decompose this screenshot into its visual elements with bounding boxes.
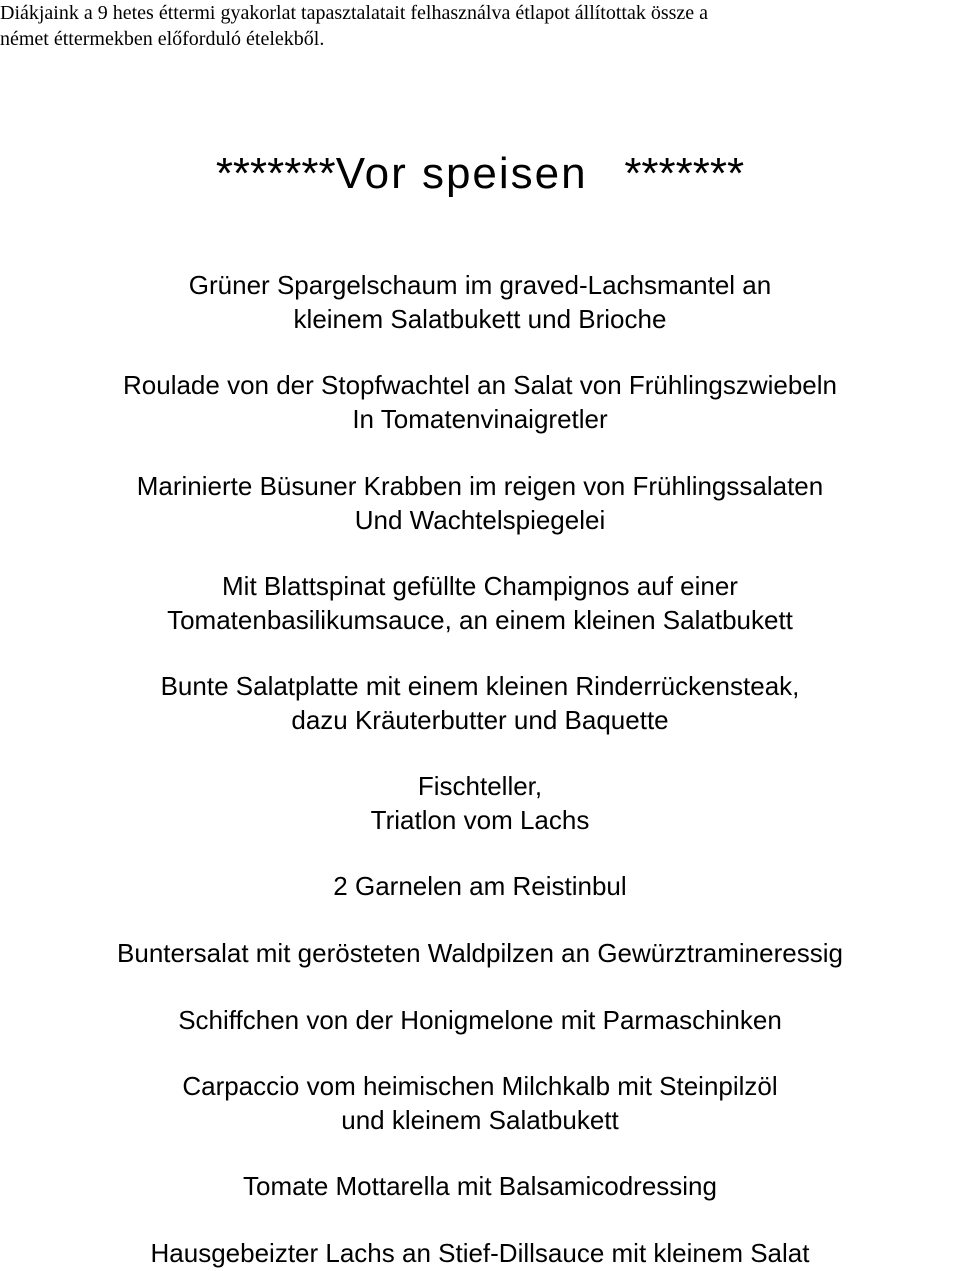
- intro-line-2: német éttermekben előforduló ételekből.: [0, 28, 325, 50]
- menu-item: [0, 1169, 960, 1203]
- menu-item-line: Tomatenbasilikumsauce, an einem kleinen Salatbukett: [167, 605, 793, 635]
- menu-item-line: Roulade von der Stopfwachtel an Salat von Frühlingszwiebeln: [123, 370, 837, 400]
- heading-stars-left: *******: [215, 149, 336, 198]
- menu-item: [0, 1003, 960, 1037]
- menu-item: [0, 569, 960, 637]
- menu-item-line: Buntersalat mit gerösteten Waldpilzen an Gewürztramineressig: [117, 938, 843, 968]
- menu-item-line: Schiffchen von der Honigmelone mit Parmaschinken: [178, 1005, 782, 1035]
- intro-paragraph: [0, 0, 956, 52]
- menu-item: [0, 936, 960, 970]
- menu-item: [0, 268, 960, 336]
- menu-item-line: 2 Garnelen am Reistinbul: [333, 871, 627, 901]
- menu-item-line: Und Wachtelspiegelei: [354, 505, 606, 535]
- menu-item-line: und kleinem Salatbukett: [341, 1105, 619, 1135]
- menu-item-line: In Tomatenvinaigretler: [352, 404, 608, 434]
- menu-item-line: Hausgebeizter Lachs an Stief-Dillsauce mit kleinem Salat: [150, 1238, 810, 1268]
- menu-item: [0, 469, 960, 537]
- menu-item: [0, 368, 960, 436]
- menu-item-line: Carpaccio vom heimischen Milchkalb mit Steinpilzöl: [182, 1071, 778, 1101]
- menu-item-line: Grüner Spargelschaum im graved-Lachsmantel an: [188, 270, 772, 300]
- menu-item: [0, 1069, 960, 1137]
- menu-item-line: Fischteller,: [417, 771, 543, 801]
- menu-item-line: Tomate Mottarella mit Balsamicodressing: [243, 1171, 717, 1201]
- menu-item-line: Mit Blattspinat gefüllte Champignos auf einer: [222, 571, 738, 601]
- menu-item-line: Triatlon vom Lachs: [370, 805, 590, 835]
- menu-item-line: Bunte Salatplatte mit einem kleinen Rinderrückensteak,: [160, 671, 800, 701]
- menu-item-line: Marinierte Büsuner Krabben im reigen von Frühlingssalaten: [136, 471, 824, 501]
- heading-stars-right: *******: [624, 149, 745, 198]
- heading-title: Vor speisen: [335, 149, 588, 198]
- menu-item: [0, 869, 960, 903]
- section-heading: [0, 146, 960, 202]
- menu-item: [0, 769, 960, 837]
- menu-item-line: kleinem Salatbukett und Brioche: [293, 304, 667, 334]
- menu-item: [0, 1236, 960, 1270]
- menu-item-line: dazu Kräuterbutter und Baquette: [291, 705, 669, 735]
- menu-item: [0, 669, 960, 737]
- intro-line-1: Diákjaink a 9 hetes éttermi gyakorlat tapasztalatait felhasználva étlapot állítottak össze a: [0, 2, 709, 24]
